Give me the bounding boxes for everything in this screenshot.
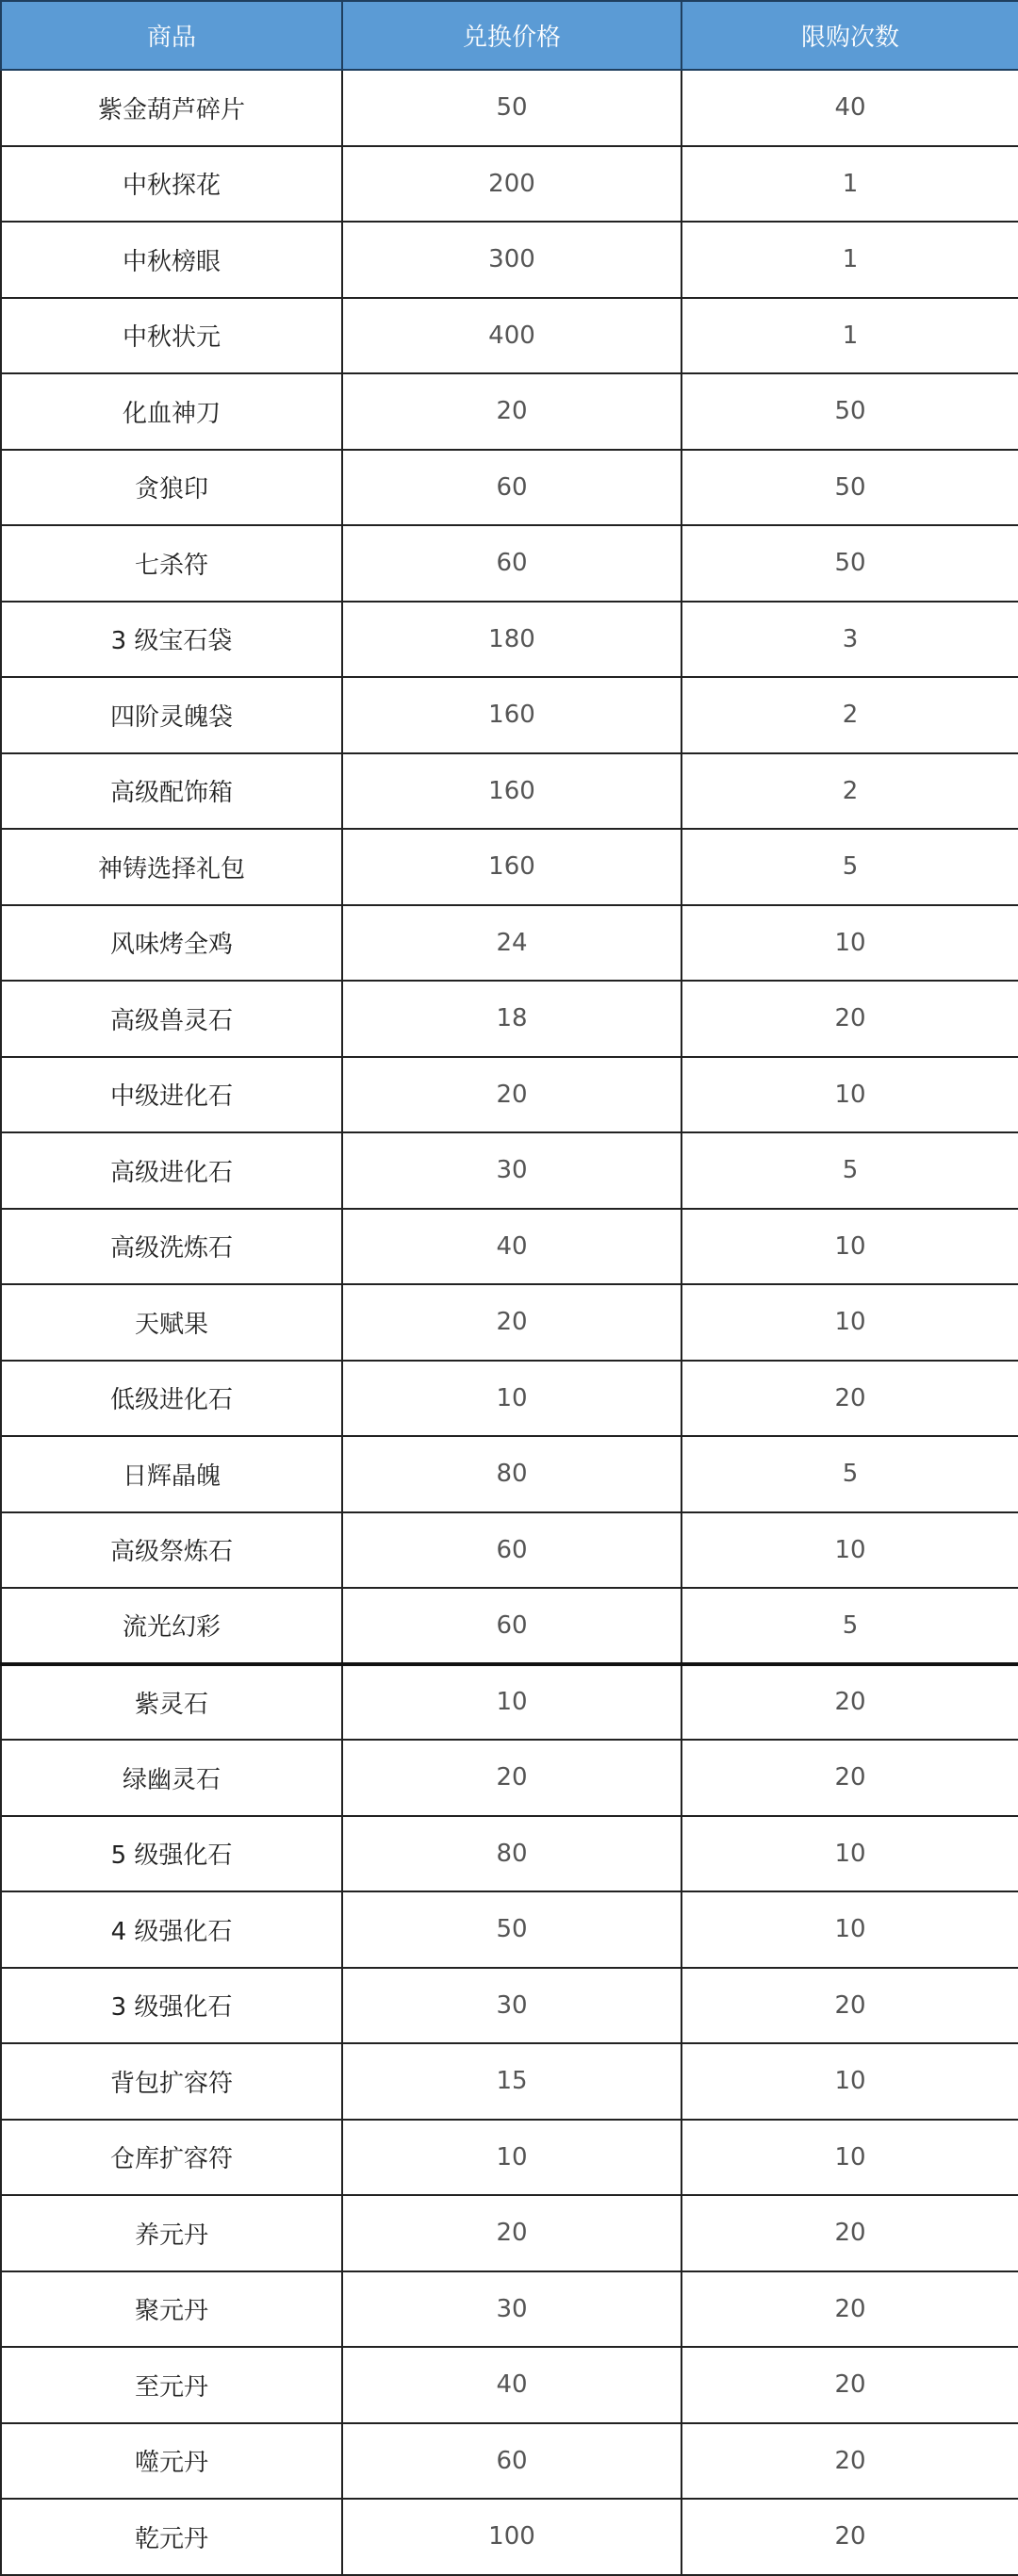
table-row (1, 602, 1018, 678)
cell-price: 60 (342, 2423, 681, 2500)
cell-item: 中级进化石 (1, 1057, 342, 1133)
cell-price: 10 (342, 1361, 681, 1437)
table-row (1, 2347, 1018, 2423)
cell-limit: 40 (681, 70, 1018, 146)
cell-limit: 10 (681, 2043, 1018, 2120)
table-header (1, 1, 1018, 70)
cell-price: 30 (342, 2271, 681, 2348)
table-row (1, 70, 1018, 146)
cell-limit: 10 (681, 1816, 1018, 1892)
cell-item: 高级配饰箱 (1, 753, 342, 830)
cell-price: 160 (342, 753, 681, 830)
cell-limit: 5 (681, 1132, 1018, 1209)
table-row (1, 450, 1018, 526)
cell-item: 紫金葫芦碎片 (1, 70, 342, 146)
cell-price: 60 (342, 525, 681, 602)
table-row (1, 1891, 1018, 1968)
table-row (1, 905, 1018, 982)
cell-limit: 10 (681, 1284, 1018, 1361)
cell-price: 10 (342, 1664, 681, 1741)
cell-item: 背包扩容符 (1, 2043, 342, 2120)
table-row (1, 2043, 1018, 2120)
cell-limit: 20 (681, 2347, 1018, 2423)
table-row (1, 2423, 1018, 2500)
cell-limit: 3 (681, 602, 1018, 678)
table-body (1, 70, 1018, 2575)
table-row (1, 1132, 1018, 1209)
cell-item: 3 级强化石 (1, 1968, 342, 2044)
cell-price: 15 (342, 2043, 681, 2120)
cell-price: 40 (342, 1209, 681, 1285)
cell-limit: 20 (681, 1740, 1018, 1816)
cell-item: 紫灵石 (1, 1664, 342, 1741)
table-row (1, 1664, 1018, 1741)
cell-price: 30 (342, 1132, 681, 1209)
table-row (1, 753, 1018, 830)
cell-item: 中秋探花 (1, 146, 342, 223)
cell-item: 七杀符 (1, 525, 342, 602)
cell-price: 100 (342, 2499, 681, 2575)
table-row (1, 2195, 1018, 2271)
cell-limit: 20 (681, 1361, 1018, 1437)
cell-price: 30 (342, 1968, 681, 2044)
table-row (1, 2271, 1018, 2348)
cell-price: 50 (342, 70, 681, 146)
table-row (1, 1361, 1018, 1437)
cell-limit: 2 (681, 753, 1018, 830)
cell-price: 20 (342, 373, 681, 450)
cell-item: 中秋状元 (1, 298, 342, 374)
cell-price: 20 (342, 1284, 681, 1361)
table-row (1, 1057, 1018, 1133)
cell-item: 中秋榜眼 (1, 222, 342, 298)
cell-limit: 10 (681, 2120, 1018, 2196)
cell-item: 3 级宝石袋 (1, 602, 342, 678)
cell-limit: 20 (681, 1968, 1018, 2044)
header-row (1, 1, 1018, 70)
table-row (1, 146, 1018, 223)
cell-limit: 50 (681, 450, 1018, 526)
table-row (1, 222, 1018, 298)
cell-limit: 10 (681, 905, 1018, 982)
table-row (1, 525, 1018, 602)
cell-limit: 10 (681, 1209, 1018, 1285)
cell-price: 20 (342, 1057, 681, 1133)
cell-price: 80 (342, 1816, 681, 1892)
table-row (1, 1209, 1018, 1285)
cell-price: 400 (342, 298, 681, 374)
table-row (1, 1816, 1018, 1892)
table-row (1, 981, 1018, 1057)
cell-price: 18 (342, 981, 681, 1057)
cell-limit: 5 (681, 1436, 1018, 1512)
column-header-price: 兑换价格 (342, 1, 681, 70)
cell-price: 160 (342, 829, 681, 905)
cell-limit: 1 (681, 222, 1018, 298)
cell-item: 聚元丹 (1, 2271, 342, 2348)
cell-limit: 20 (681, 1664, 1018, 1741)
cell-limit: 20 (681, 981, 1018, 1057)
table-row (1, 1968, 1018, 2044)
cell-limit: 10 (681, 1512, 1018, 1589)
cell-limit: 1 (681, 146, 1018, 223)
cell-limit: 50 (681, 373, 1018, 450)
cell-item: 四阶灵魄袋 (1, 677, 342, 753)
cell-item: 养元丹 (1, 2195, 342, 2271)
cell-limit: 5 (681, 829, 1018, 905)
column-header-limit: 限购次数 (681, 1, 1018, 70)
table-row (1, 298, 1018, 374)
table-row (1, 1284, 1018, 1361)
cell-limit: 20 (681, 2271, 1018, 2348)
cell-price: 40 (342, 2347, 681, 2423)
cell-item: 高级祭炼石 (1, 1512, 342, 1589)
cell-limit: 10 (681, 1057, 1018, 1133)
cell-item: 高级进化石 (1, 1132, 342, 1209)
cell-price: 60 (342, 1588, 681, 1664)
cell-limit: 20 (681, 2195, 1018, 2271)
cell-price: 20 (342, 2195, 681, 2271)
table-row (1, 1512, 1018, 1589)
table-row (1, 677, 1018, 753)
table-row (1, 1588, 1018, 1664)
cell-price: 200 (342, 146, 681, 223)
cell-item: 绿幽灵石 (1, 1740, 342, 1816)
cell-item: 仓库扩容符 (1, 2120, 342, 2196)
cell-item: 乾元丹 (1, 2499, 342, 2575)
cell-price: 50 (342, 1891, 681, 1968)
cell-price: 160 (342, 677, 681, 753)
cell-price: 80 (342, 1436, 681, 1512)
table-row (1, 829, 1018, 905)
cell-item: 天赋果 (1, 1284, 342, 1361)
table-row (1, 373, 1018, 450)
table-row (1, 2499, 1018, 2575)
cell-limit: 50 (681, 525, 1018, 602)
cell-price: 180 (342, 602, 681, 678)
cell-item: 贪狼印 (1, 450, 342, 526)
table-row (1, 2120, 1018, 2196)
cell-price: 10 (342, 2120, 681, 2196)
cell-item: 低级进化石 (1, 1361, 342, 1437)
cell-limit: 20 (681, 2423, 1018, 2500)
cell-item: 流光幻彩 (1, 1588, 342, 1664)
cell-item: 化血神刀 (1, 373, 342, 450)
cell-limit: 10 (681, 1891, 1018, 1968)
cell-limit: 20 (681, 2499, 1018, 2575)
cell-item: 高级洗炼石 (1, 1209, 342, 1285)
cell-price: 300 (342, 222, 681, 298)
cell-limit: 2 (681, 677, 1018, 753)
cell-item: 日辉晶魄 (1, 1436, 342, 1512)
cell-limit: 1 (681, 298, 1018, 374)
cell-price: 20 (342, 1740, 681, 1816)
cell-item: 5 级强化石 (1, 1816, 342, 1892)
column-header-item: 商品 (1, 1, 342, 70)
cell-price: 60 (342, 1512, 681, 1589)
cell-item: 神铸选择礼包 (1, 829, 342, 905)
cell-price: 24 (342, 905, 681, 982)
cell-item: 高级兽灵石 (1, 981, 342, 1057)
cell-limit: 5 (681, 1588, 1018, 1664)
table-row (1, 1740, 1018, 1816)
cell-item: 风味烤全鸡 (1, 905, 342, 982)
cell-item: 4 级强化石 (1, 1891, 342, 1968)
table-row (1, 1436, 1018, 1512)
cell-item: 至元丹 (1, 2347, 342, 2423)
cell-price: 60 (342, 450, 681, 526)
cell-item: 噬元丹 (1, 2423, 342, 2500)
